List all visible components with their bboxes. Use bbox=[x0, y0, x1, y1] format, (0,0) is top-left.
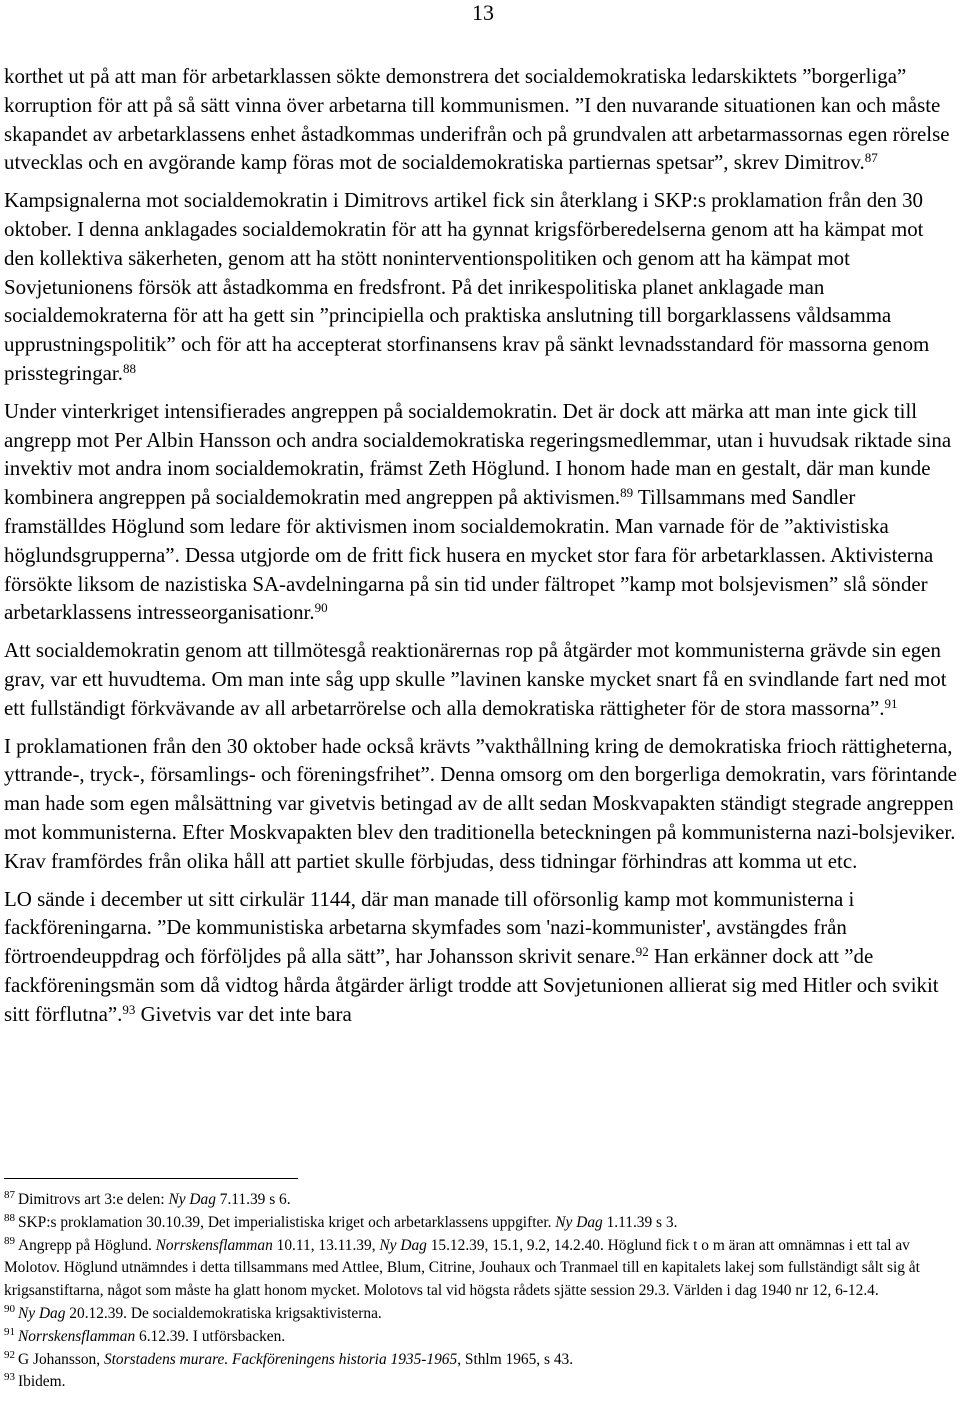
page-number: 13 bbox=[472, 0, 494, 25]
paragraph-text: Under vinterkriget intensifierades angreppen på socialdemokratin. Det är dock att märka att man inte gick till angrepp mot Per Albin Hansson och andra socialdemokratiska regeringsmedlemmar, utan i huvudsak riktade sina invektiv mot andra inom socialdemokratin, främst Zeth Höglund. I honom hade man en gestalt, där man kunde kombinera angreppen på socialdemokratin med angreppen på aktivismen. bbox=[4, 398, 952, 510]
footnote-text: 6.12.39. I utförsbacken. bbox=[135, 1327, 286, 1345]
footnotes bbox=[4, 1178, 958, 1394]
footnote-88 bbox=[4, 1212, 958, 1235]
footnote-number: 93 bbox=[4, 1371, 15, 1384]
footnote-number: 89 bbox=[4, 1234, 15, 1247]
footnote-text: Dimitrovs art 3:e delen: bbox=[18, 1191, 169, 1208]
footnote-87 bbox=[4, 1189, 958, 1212]
paragraph-3 bbox=[4, 397, 958, 627]
paragraph-text: korthet ut på att man för arbetarklassen sökte demonstrera det socialdemokratiska ledarskiktets ”borgerliga” korruption för att på så sätt vinna över arbetarna till kommunismen. ”I den nuvarande situationen kan och måste skapandet av arbetarklassens enhet åstadkommas underifrån och på grundvalen att arbetarmassornas egen rörelse utvecklas och en avgörande kamp föras mot de socialdemokratiska partiernas spetsar”, skrev Dimitrov. bbox=[4, 64, 950, 175]
paragraph-text: I proklamationen från den 30 oktober hade också krävts ”vakthållning kring de demokratiska frioch rättigheterna, yttrande-, tryck-, församlings- och föreningsfrihet”. Denna omsorg om den borgerliga demokratin, vars förintande man hade som egen målsättning var givetvis betingad av de allt sedan Moskvapakten ständigt stegrade angreppen mot kommunisterna. Efter Moskvapakten blev den traditionella beteckningen på kommunisterna nazi-bolsjeviker. Krav framfördes från olika håll att partiet skulle förbjudas, dess tidningar förhindras att komma ut etc. bbox=[4, 733, 957, 873]
paragraph-text: Att socialdemokratin genom att tillmötesgå reaktionärernas rop på åtgärder mot kommunisterna grävde sin egen grav, var ett huvudtema. Om man inte såg upp skulle ”lavinen kanske mycket snart få en svindlande fart ned mot ett fullständigt förkvävande av all arbetarrörelse och alla demokratiska rättigheter för de stora massorna”. bbox=[4, 638, 947, 720]
paragraph-4 bbox=[4, 636, 958, 722]
footnote-source-title: Storstadens murare. Fackföreningens historia 1935-1965 bbox=[103, 1350, 458, 1368]
footnote-90 bbox=[4, 1303, 958, 1326]
paragraph-text: Tillsammans med Sandler framställdes Höglund som ledare för aktivismen inom socialdemokratin. Man varnade för de ”aktivistiska höglundsgrupperna”. Dessa utgjorde om de fritt fick husera en mycket stor fara för arbetarklassen. Aktivisterna försökte liksom de nazistiska SA-avdelningarna på sin tid under fältropet ”kamp mot bolsjevismen” slå sönder arbetarklassens intresseorganisationr. bbox=[4, 485, 934, 625]
footnote-text: 7.11.39 s 6. bbox=[215, 1191, 291, 1208]
footnote-text: 20.12.39. De socialdemokratiska krigsaktivisterna. bbox=[65, 1304, 382, 1322]
footnote-source-title: Norrskensflamman bbox=[18, 1327, 136, 1345]
footnote-text: SKP:s proklamation 30.10.39, Det imperialistiska kriget och arbetarklassens uppgifter. bbox=[18, 1213, 556, 1231]
footnote-source-title: Ny Dag bbox=[18, 1304, 66, 1322]
footnote-ref-90[interactable]: 90 bbox=[314, 600, 328, 616]
paragraph-5 bbox=[4, 732, 958, 876]
footnote-source-title: Ny Dag bbox=[555, 1213, 603, 1231]
footnote-text: Ibidem. bbox=[18, 1373, 66, 1391]
paragraph-6 bbox=[4, 885, 958, 1029]
paragraph-text: Han erkänner dock att ”de fackföreningsmän som då vidtog hårda åtgärder ärligt trodde att Sovjetunionen allierat sig med Hitler och svikit sitt förflutna”. bbox=[4, 944, 939, 1026]
footnote-number: 90 bbox=[4, 1302, 15, 1315]
footnote-ref-88[interactable]: 88 bbox=[122, 360, 136, 376]
footnote-text: Angrepp på Höglund. bbox=[18, 1236, 156, 1254]
footnote-ref-91[interactable]: 91 bbox=[884, 695, 898, 711]
paragraph-2 bbox=[4, 186, 958, 388]
footnote-divider bbox=[4, 1178, 298, 1179]
footnote-source-title: Ny Dag bbox=[168, 1191, 216, 1208]
footnote-93 bbox=[4, 1371, 958, 1394]
footnote-source-title: Ny Dag bbox=[379, 1236, 427, 1254]
paragraph-text: Givetvis var det inte bara bbox=[135, 1001, 352, 1026]
footnote-92 bbox=[4, 1349, 958, 1372]
footnote-number: 88 bbox=[4, 1211, 15, 1224]
footnote-ref-89[interactable]: 89 bbox=[620, 485, 634, 501]
footnote-number: 92 bbox=[4, 1348, 15, 1361]
footnote-text: 15.12.39, 15.1, 9.2, 14.2.40. Höglund fick t o m äran att omnämnas i ett tal av Molotov. Höglund utnämndes i detta tillsammans med Attlee, Blum, Citrine, Jouhaux och Tranmael till en kapitalets lakej som fullständigt sålt sig åt krigsanstiftarna, något som måste ha glatt honom mycket. Molotovs tal vid högsta rådets sjätte session 29.3. Världen i dag 1940 nr 12, 6-12.4. bbox=[4, 1236, 920, 1300]
paragraph-1 bbox=[4, 62, 958, 177]
footnote-text: G Johansson, bbox=[18, 1350, 104, 1368]
footnote-source-title: Norrskensflamman bbox=[155, 1236, 273, 1254]
footnote-number: 87 bbox=[4, 1188, 15, 1201]
footnote-text: , Sthlm 1965, s 43. bbox=[457, 1350, 574, 1368]
paragraph-text: LO sände i december ut sitt cirkulär 1144, där man manade till oförsonlig kamp mot kommunisterna i fackföreningarna. ”De kommunistiska arbetarna skymfades som 'nazi-kommunister', avstängdes från förtroendeuppdrag och förföljdes på alla sätt”, har Johansson skrivit senare. bbox=[4, 886, 855, 969]
footnote-ref-87[interactable]: 87 bbox=[864, 150, 878, 166]
footnote-text: 1.11.39 s 3. bbox=[602, 1213, 678, 1231]
footnote-ref-93[interactable]: 93 bbox=[122, 1001, 136, 1017]
footnote-number: 91 bbox=[4, 1325, 15, 1338]
main-text bbox=[4, 62, 958, 1029]
paragraph-text: Kampsignalerna mot socialdemokratin i Dimitrovs artikel fick sin återklang i SKP:s proklamation från den 30 oktober. I denna anklagades socialdemokratin för att ha gynnat krigsförberedelserna genom att ha kämpat mot den kollektiva säkerheten, genom att ha stött noninterventionspolitiken och genom att ha kämpat mot Sovjetunionens försök att åstadkomma en fredsfront. På det inrikespolitiska planet anklagade man socialdemokraterna för att ha gett sin ”principiella och praktiska anslutning till borgarklassens våldsamma upprustningspolitik” och för att ha accepterat storfinansens krav på sänkt levnadsstandard för massorna genom prisstegringar. bbox=[4, 188, 930, 385]
footnote-91 bbox=[4, 1326, 958, 1349]
footnote-text: 10.11, 13.11.39, bbox=[272, 1236, 380, 1254]
footnote-ref-92[interactable]: 92 bbox=[635, 943, 649, 959]
footnote-89 bbox=[4, 1235, 958, 1303]
